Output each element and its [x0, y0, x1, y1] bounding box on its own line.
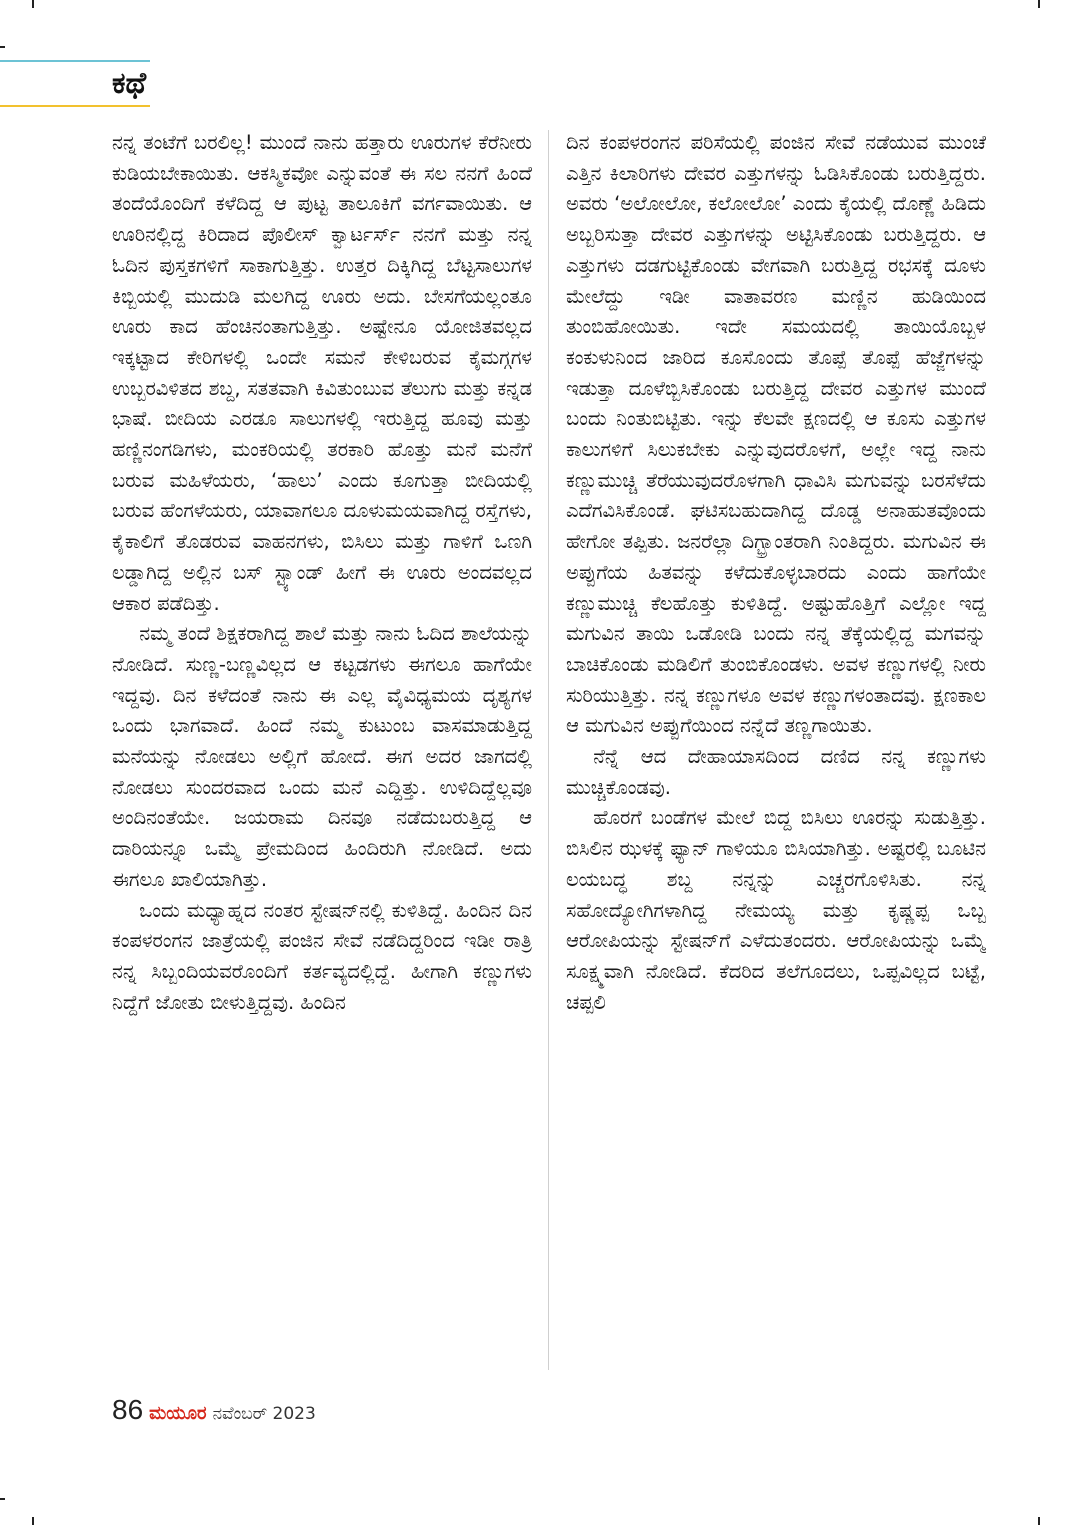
header-rule-bottom: [0, 105, 150, 107]
paragraph: ನಮ್ಮ ತಂದೆ ಶಿಕ್ಷಕರಾಗಿದ್ದ ಶಾಲೆ ಮತ್ತು ನಾನು ಓದಿದ ಶಾಲೆಯನ್ನು ನೋಡಿದೆ. ಸುಣ್ಣ-ಬಣ್ಣವಿಲ್ಲದ ಆ ಕಟ್ಟಡಗಳು ಈಗಲೂ ಹಾಗೆಯೇ ಇದ್ದವು. ದಿನ ಕಳೆದಂತೆ ನಾನು ಈ ಎಲ್ಲ ವೈವಿಧ್ಯಮಯ ದೃಶ್ಯಗಳ ಒಂದು ಭಾಗವಾದೆ. ಹಿಂದೆ ನಮ್ಮ ಕುಟುಂಬ ವಾಸಮಾಡುತ್ತಿದ್ದ ಮನೆಯನ್ನು ನೋಡಲು ಅಲ್ಲಿಗೆ ಹೋದೆ. ಈಗ ಅದರ ಜಾಗದಲ್ಲಿ ನೋಡಲು ಸುಂದರವಾದ ಒಂದು ಮನೆ ಎದ್ದಿತ್ತು. ಉಳಿದಿದ್ದೆಲ್ಲವೂ ಅಂದಿನಂತೆಯೇ. ಜಯರಾಮ ದಿನವೂ ನಡೆದುಬರುತ್ತಿದ್ದ ಆ ದಾರಿಯನ್ನೂ ಒಮ್ಮೆ ಪ್ರೇಮದಿಂದ ಹಿಂದಿರುಗಿ ನೋಡಿದೆ. ಅದು ಈಗಲೂ ಖಾಲಿಯಾಗಿತ್ತು.: [112, 622, 532, 891]
article-column-right: [566, 128, 986, 1378]
paragraph: ನೆನ್ನೆ ಆದ ದೇಹಾಯಾಸದಿಂದ ದಣಿದ ನನ್ನ ಕಣ್ಣುಗಳು ಮುಚ್ಚಿಕೊಂಡವು.: [566, 745, 986, 799]
page-number: 86: [112, 1394, 144, 1425]
crop-mark: [0, 1498, 5, 1500]
paragraph: ನನ್ನ ತಂಟೆಗೆ ಬರಲಿಲ್ಲ! ಮುಂದೆ ನಾನು ಹತ್ತಾರು ಊರುಗಳ ಕೆರೆನೀರು ಕುಡಿಯಬೇಕಾಯಿತು. ಆಕಸ್ಮಿಕವೋ ಎನ್ನುವಂತೆ ಈ ಸಲ ನನಗೆ ಹಿಂದೆ ತಂದೆಯೊಂದಿಗೆ ಕಳೆದಿದ್ದ ಆ ಪುಟ್ಟ ತಾಲೂಕಿಗೆ ವರ್ಗವಾಯಿತು. ಆ ಊರಿನಲ್ಲಿದ್ದ ಕಿರಿದಾದ ಪೊಲೀಸ್ ಕ್ವಾರ್ಟರ್ಸ್ ನನಗೆ ಮತ್ತು ನನ್ನ ಓದಿನ ಪುಸ್ತಕಗಳಿಗೆ ಸಾಕಾಗುತ್ತಿತ್ತು. ಉತ್ತರ ದಿಕ್ಕಿಗಿದ್ದ ಬೆಟ್ಟಸಾಲುಗಳ ಕಿಬ್ಬಿಯಲ್ಲಿ ಮುದುಡಿ ಮಲಗಿದ್ದ ಊರು ಅದು. ಬೇಸಗೆಯಲ್ಲಂತೂ ಊರು ಕಾದ ಹೆಂಚಿನಂತಾಗುತ್ತಿತ್ತು. ಅಷ್ಟೇನೂ ಯೋಜಿತವಲ್ಲದ ಇಕ್ಕಟ್ಟಾದ ಕೇರಿಗಳಲ್ಲಿ ಒಂದೇ ಸಮನೆ ಕೇಳಿಬರುವ ಕೈಮಗ್ಗಗಳ ಉಬ್ಬರವಿಳಿತದ ಶಬ್ದ, ಸತತವಾಗಿ ಕಿವಿತುಂಬುವ ತೆಲುಗು ಮತ್ತು ಕನ್ನಡ ಭಾಷೆ. ಬೀದಿಯ ಎರಡೂ ಸಾಲುಗಳಲ್ಲಿ ಇರುತ್ತಿದ್ದ ಹೂವು ಮತ್ತು ಹಣ್ಣಿನಂಗಡಿಗಳು, ಮಂಕರಿಯಲ್ಲಿ ತರಕಾರಿ ಹೊತ್ತು ಮನೆ ಮನೆಗೆ ಬರುವ ಮಹಿಳೆಯರು, ‘ಹಾಲು’ ಎಂದು ಕೂಗುತ್ತಾ ಬೀದಿಯಲ್ಲಿ ಬರುವ ಹೆಂಗಳೆಯರು, ಯಾವಾಗಲೂ ದೂಳುಮಯವಾಗಿದ್ದ ರಸ್ತೆಗಳು, ಕೈಕಾಲಿಗೆ ತೊಡರುವ ವಾಹನಗಳು, ಬಿಸಿಲು ಮತ್ತು ಗಾಳಿಗೆ ಒಣಗಿ ಲಡ್ಡಾಗಿದ್ದ ಅಲ್ಲಿನ ಬಸ್ ಸ್ಟ್ಯಾಂಡ್ ಹೀಗೆ ಈ ಊರು ಅಂದವಲ್ಲದ ಆಕಾರ ಪಡೆದಿತ್ತು.: [112, 131, 532, 615]
header-rule-top: [0, 60, 150, 62]
magazine-logo: ಮಯೂರ: [149, 1403, 207, 1424]
issue-date: ನವೆಂಬರ್ 2023: [212, 1404, 316, 1424]
section-title: ಕಥೆ: [112, 66, 147, 101]
column-divider: [548, 130, 549, 1370]
article-column-left: [112, 128, 532, 1378]
paragraph: ಒಂದು ಮಧ್ಯಾಹ್ನದ ನಂತರ ಸ್ಟೇಷನ್‌ನಲ್ಲಿ ಕುಳಿತಿದ್ದೆ. ಹಿಂದಿನ ದಿನ ಕಂಪಳರಂಗನ ಜಾತ್ರೆಯಲ್ಲಿ ಪಂಜಿನ ಸೇವೆ ನಡೆದಿದ್ದರಿಂದ ಇಡೀ ರಾತ್ರಿ ನನ್ನ ಸಿಬ್ಬಂದಿಯವರೊಂದಿಗೆ ಕರ್ತವ್ಯದಲ್ಲಿದ್ದೆ. ಹೀಗಾಗಿ ಕಣ್ಣುಗಳು ನಿದ್ದೆಗೆ ಜೋತು ಬೀಳುತ್ತಿದ್ದವು. ಹಿಂದಿನ: [112, 898, 532, 1014]
paragraph: ಹೊರಗೆ ಬಂಡೆಗಳ ಮೇಲೆ ಬಿದ್ದ ಬಿಸಿಲು ಊರನ್ನು ಸುಡುತ್ತಿತ್ತು. ಬಿಸಿಲಿನ ಝಳಕ್ಕೆ ಫ್ಯಾನ್ ಗಾಳಿಯೂ ಬಿಸಿಯಾಗಿತ್ತು. ಅಷ್ಟರಲ್ಲಿ ಬೂಟಿನ ಲಯಬದ್ಧ ಶಬ್ದ ನನ್ನನ್ನು ಎಚ್ಚರಗೊಳಿಸಿತು. ನನ್ನ ಸಹೋದ್ಯೋಗಿಗಳಾಗಿದ್ದ ನೇಮಯ್ಯ ಮತ್ತು ಕೃಷ್ಣಪ್ಪ ಒಬ್ಬ ಆರೋಪಿಯನ್ನು ಸ್ಟೇಷನ್‌ಗೆ ಎಳೆದುತಂದರು. ಆರೋಪಿಯನ್ನು ಒಮ್ಮೆ ಸೂಕ್ಷ್ಮವಾಗಿ ನೋಡಿದೆ. ಕೆದರಿದ ತಲೆಗೂದಲು, ಒಪ್ಪವಿಲ್ಲದ ಬಟ್ಟೆ, ಚಪ್ಪಲಿ: [566, 806, 986, 1014]
crop-mark: [1038, 1517, 1040, 1525]
paragraph: ದಿನ ಕಂಪಳರಂಗನ ಪರಿಸೆಯಲ್ಲಿ ಪಂಜಿನ ಸೇವೆ ನಡೆಯುವ ಮುಂಚೆ ಎತ್ತಿನ ಕಿಲಾರಿಗಳು ದೇವರ ಎತ್ತುಗಳನ್ನು ಓಡಿಸಿಕೊಂಡು ಬರುತ್ತಿದ್ದರು. ಅವರು ‘ಅಲೋಲೋ, ಕಲೋಲೋ’ ಎಂದು ಕೈಯಲ್ಲಿ ದೊಣ್ಣೆ ಹಿಡಿದು ಅಬ್ಬರಿಸುತ್ತಾ ದೇವರ ಎತ್ತುಗಳನ್ನು ಅಟ್ಟಿಸಿಕೊಂಡು ಬರುತ್ತಿದ್ದರು. ಆ ಎತ್ತುಗಳು ದಡಗುಟ್ಟಿಕೊಂಡು ವೇಗವಾಗಿ ಬರುತ್ತಿದ್ದ ರಭಸಕ್ಕೆ ದೂಳು ಮೇಲೆದ್ದು ಇಡೀ ವಾತಾವರಣ ಮಣ್ಣಿನ ಹುಡಿಯಿಂದ ತುಂಬಿಹೋಯಿತು. ಇದೇ ಸಮಯದಲ್ಲಿ ತಾಯಿಯೊಬ್ಬಳ ಕಂಕುಳುನಿಂದ ಜಾರಿದ ಕೂಸೊಂದು ತೊಪ್ಪೆ ತೊಪ್ಪೆ ಹೆಜ್ಜೆಗಳನ್ನು ಇಡುತ್ತಾ ದೂಳೆಬ್ಬಿಸಿಕೊಂಡು ಬರುತ್ತಿದ್ದ ದೇವರ ಎತ್ತುಗಳ ಮುಂದೆ ಬಂದು ನಿಂತುಬಿಟ್ಟಿತು. ಇನ್ನು ಕೆಲವೇ ಕ್ಷಣದಲ್ಲಿ ಆ ಕೂಸು ಎತ್ತುಗಳ ಕಾಲುಗಳಿಗೆ ಸಿಲುಕಬೇಕು ಎನ್ನುವುದರೊಳಗೆ, ಅಲ್ಲೇ ಇದ್ದ ನಾನು ಕಣ್ಣುಮುಚ್ಚಿ ತೆರೆಯುವುದರೊಳಗಾಗಿ ಧಾವಿಸಿ ಮಗುವನ್ನು ಬರಸೆಳೆದು ಎದೆಗವಿಸಿಕೊಂಡೆ. ಘಟಿಸಬಹುದಾಗಿದ್ದ ದೊಡ್ಡ ಅನಾಹುತವೊಂದು ಹೇಗೋ ತಪ್ಪಿತು. ಜನರೆಲ್ಲಾ ದಿಗ್ಭ್ರಾಂತರಾಗಿ ನಿಂತಿದ್ದರು. ಮಗುವಿನ ಈ ಅಪ್ಪುಗೆಯ ಹಿತವನ್ನು ಕಳೆದುಕೊಳ್ಳಬಾರದು ಎಂದು ಹಾಗೆಯೇ ಕಣ್ಣುಮುಚ್ಚಿ ಕೆಲಹೊತ್ತು ಕುಳಿತಿದ್ದೆ. ಅಷ್ಟುಹೊತ್ತಿಗೆ ಎಲ್ಲೋ ಇದ್ದ ಮಗುವಿನ ತಾಯಿ ಒಡೋಡಿ ಬಂದು ನನ್ನ ತೆಕ್ಕೆಯಲ್ಲಿದ್ದ ಮಗವನ್ನು ಬಾಚಿಕೊಂಡು ಮಡಿಲಿಗೆ ತುಂಬಿಕೊಂಡಳು. ಅವಳ ಕಣ್ಣುಗಳಲ್ಲಿ ನೀರು ಸುರಿಯುತ್ತಿತ್ತು. ನನ್ನ ಕಣ್ಣುಗಳೂ ಅವಳ ಕಣ್ಣುಗಳಂತಾದವು. ಕ್ಷಣಕಾಲ ಆ ಮಗುವಿನ ಅಪ್ಪುಗೆಯಿಂದ ನನ್ನೆದೆ ತಣ್ಣಗಾಯಿತು.: [566, 131, 986, 738]
crop-mark: [32, 0, 34, 8]
crop-mark: [32, 1517, 34, 1525]
crop-mark: [0, 46, 5, 48]
page-footer: [112, 1394, 316, 1430]
crop-mark: [1038, 0, 1040, 8]
